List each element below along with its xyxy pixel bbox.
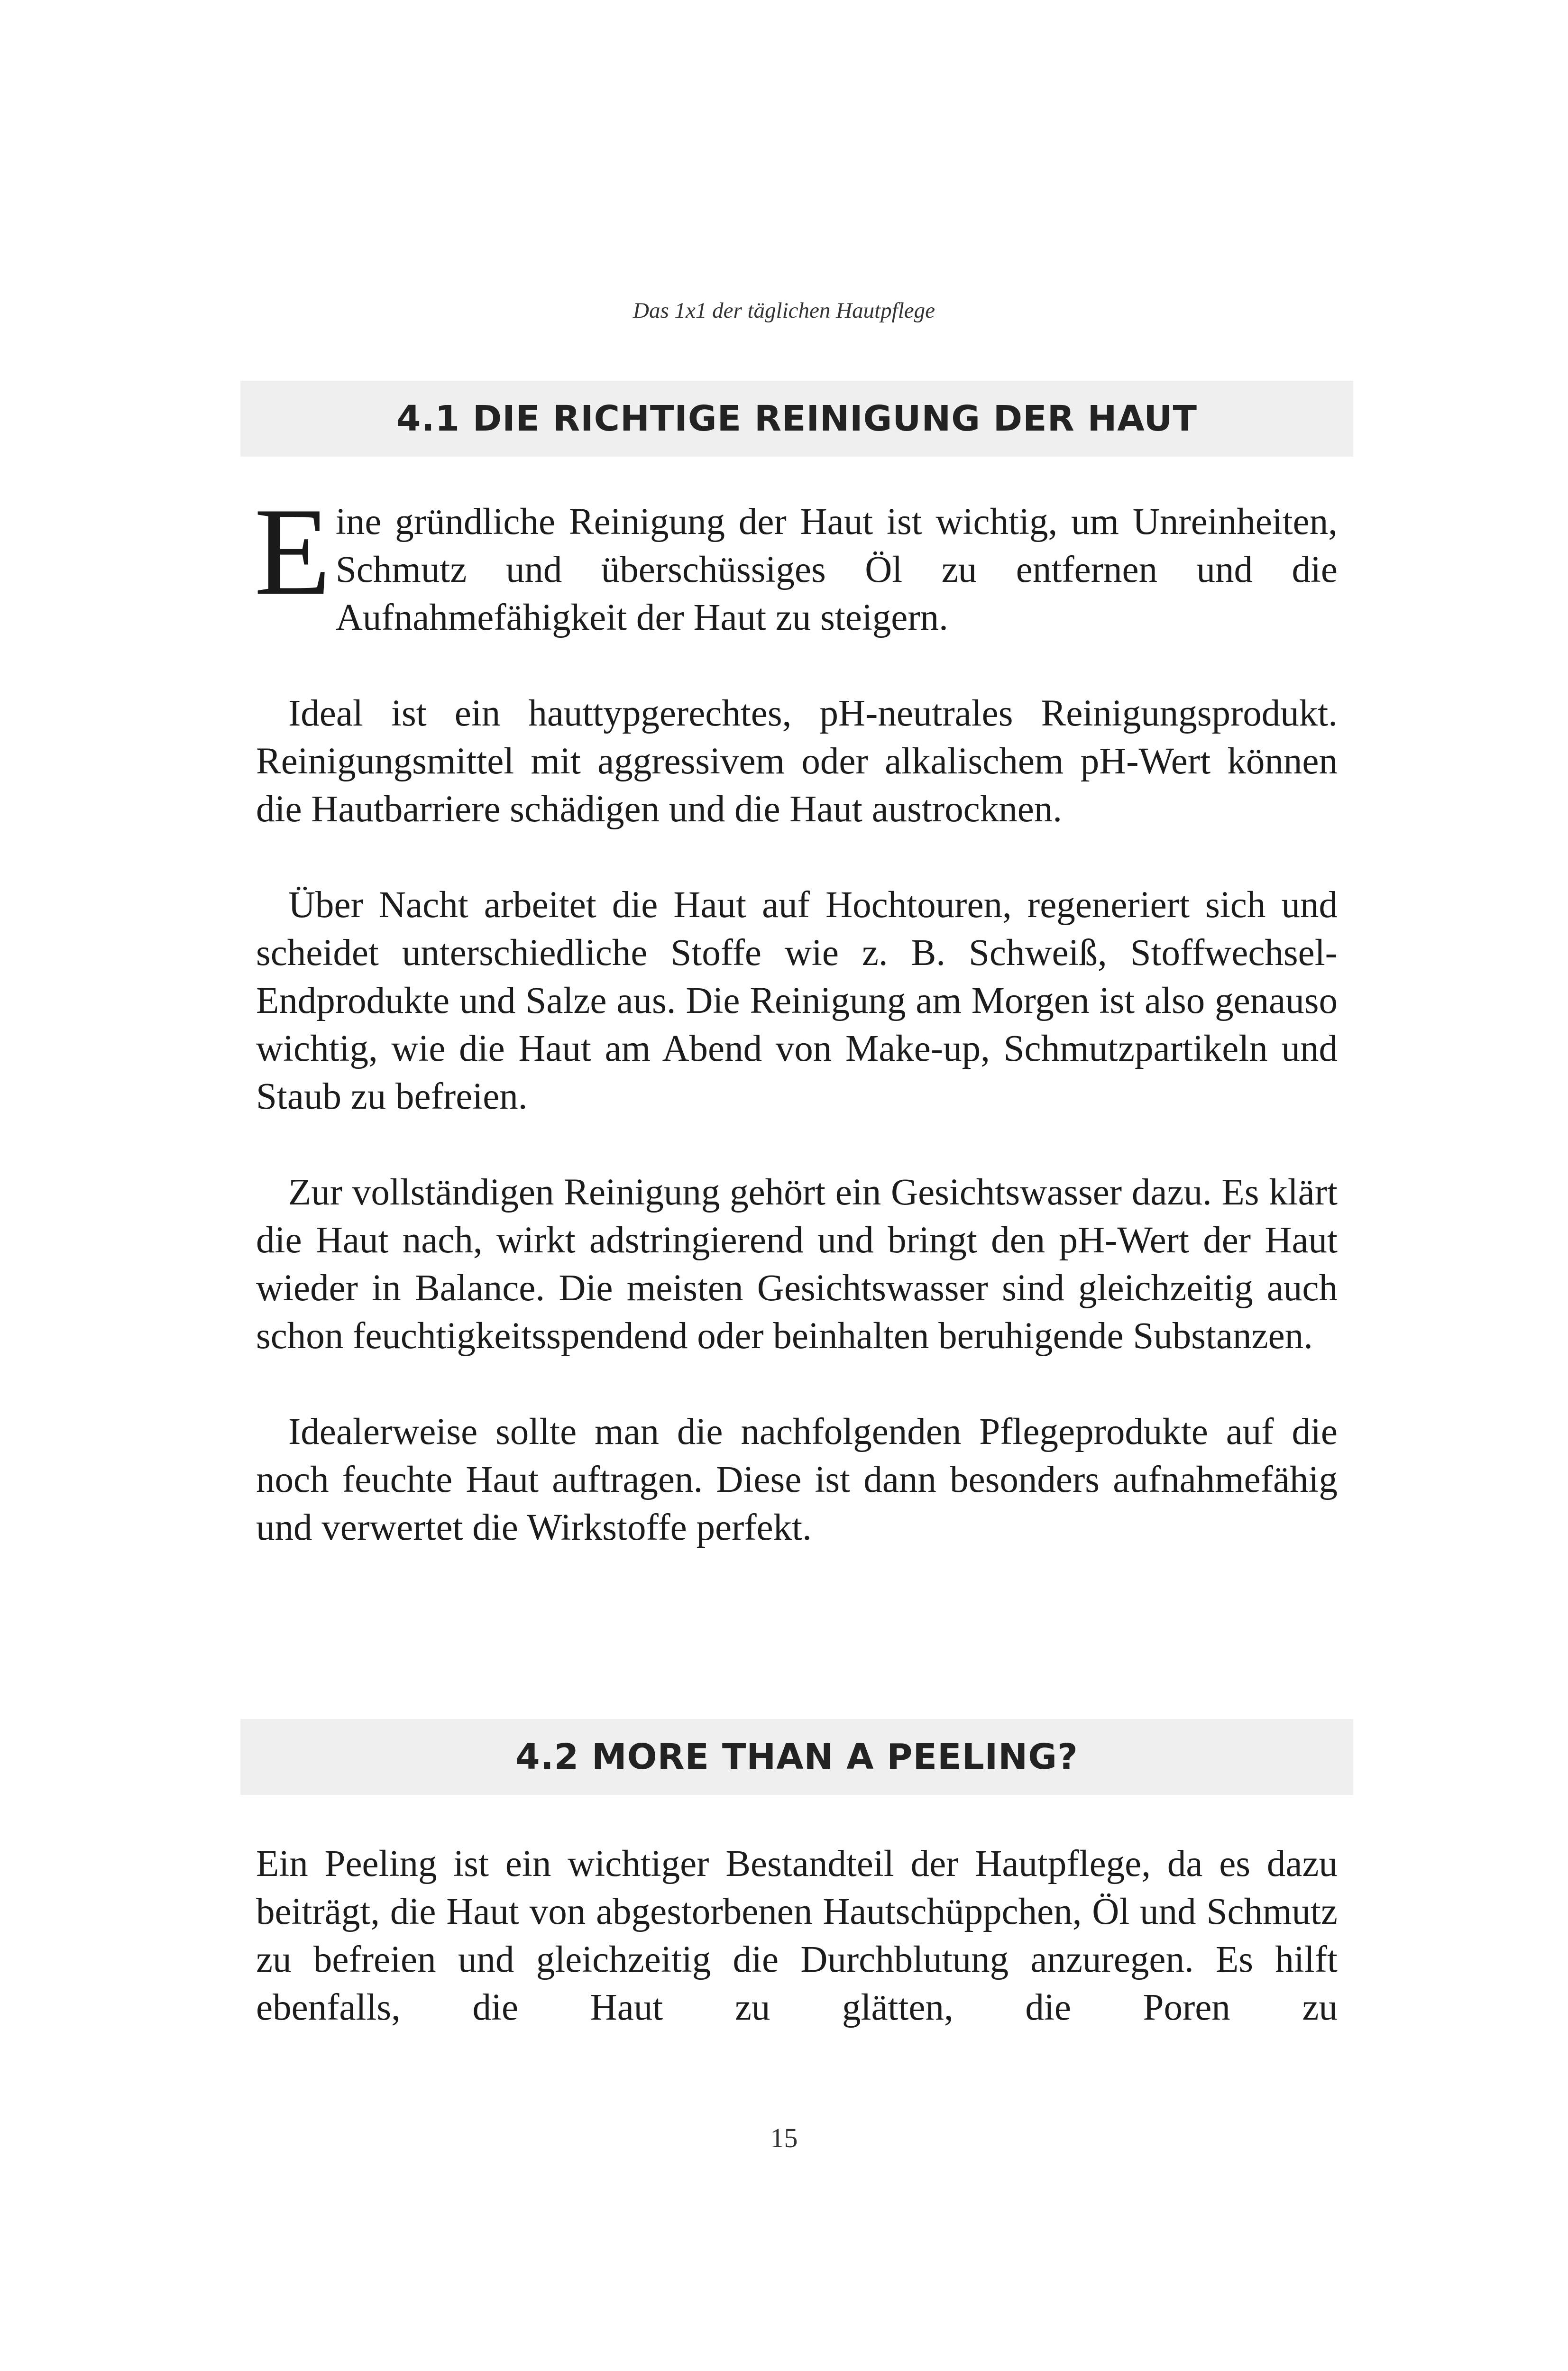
section-heading-4-1: 4.1 DIE RICHTIGE REINIGUNG DER HAUT	[396, 398, 1197, 439]
running-head: Das 1x1 der täglichen Hautpflege	[633, 298, 935, 323]
paragraph-peeling-1: Ein Peeling ist ein wichtiger Bestandteil der Hautpflege, da es dazu beiträgt, die Haut von abgestorbenen Hautschüppchen, Öl und Schmutz zu befreien und gleichzeitig die Durchblutung anzuregen. Es hilft ebenfalls, die Haut zu glätten, die Poren zu	[256, 1843, 1338, 2028]
section-heading-4-2: 4.2 MORE THAN A PEELING?	[515, 1737, 1078, 1777]
section-4-1-body	[254, 482, 1338, 1599]
page-number: 15	[770, 2123, 798, 2153]
paragraph-1	[254, 482, 1338, 642]
section-heading-band-4-2	[240, 1719, 1353, 1795]
paragraph-3: Über Nacht arbeitet die Haut auf Hochtouren, regeneriert sich und scheidet unterschiedliche Stoffe wie z. B. Schweiß, Stoffwechsel-Endprodukte und Salze aus. Die Reinigung am Morgen ist also genauso wichtig, wie die Haut am Abend von Make-up, Schmutzpartikeln und Staub zu befreien.	[256, 884, 1338, 1117]
paragraph-2: Ideal ist ein hauttypgerechtes, pH-neutrales Reinigungsprodukt. Reinigungsmittel mit aggressivem oder alkalischem pH-Wert können die Hautbarriere schädigen und die Haut austrocknen.	[256, 693, 1338, 830]
paragraph-4: Zur vollständigen Reinigung gehört ein Gesichtswasser dazu. Es klärt die Haut nach, wirkt adstringierend und bringt den pH-Wert der Haut wieder in Balance. Die meisten Gesichtswasser sind gleichzeitig auch schon feuchtigkeitsspendend oder beinhalten beruhigende Substanzen.	[256, 1172, 1338, 1357]
section-4-2-body	[256, 1840, 1338, 2079]
paragraph-1-text: ine gründliche Reinigung der Haut ist wichtig, um Unreinheiten, Schmutz und überschüssiges Öl zu entfernen und die Aufnahmefähigkeit der Haut zu steigern.	[335, 501, 1338, 638]
paragraph-5: Idealerweise sollte man die nachfolgenden Pflegeprodukte auf die noch feuchte Haut auftragen. Diese ist dann besonders aufnahmefähig und verwertet die Wirkstoffe perfekt.	[256, 1411, 1338, 1548]
section-heading-band-4-1	[240, 381, 1353, 457]
drop-cap: E	[254, 482, 331, 621]
